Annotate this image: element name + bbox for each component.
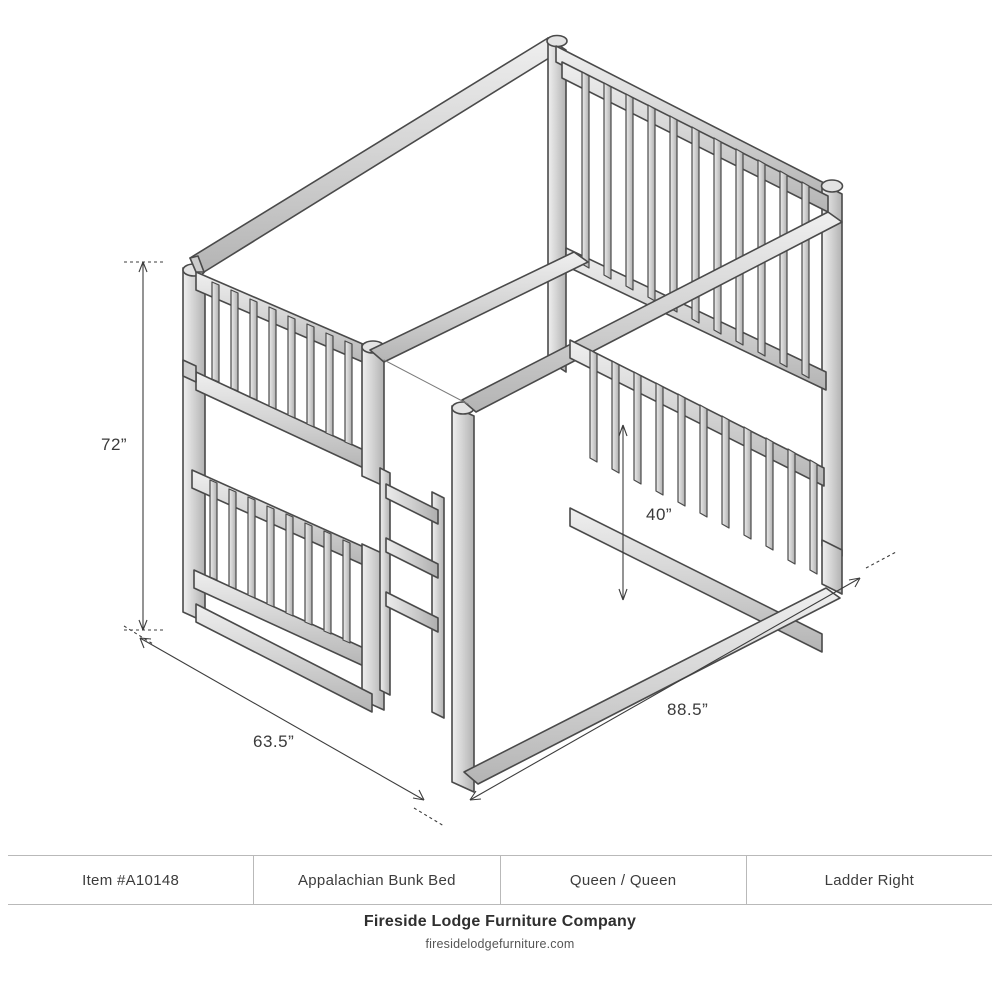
dimension-label-height: 72” [101, 435, 128, 454]
dimension-label-depth: 63.5” [253, 732, 295, 751]
dimension-label-width: 88.5” [667, 700, 709, 719]
company-name: Fireside Lodge Furniture Company [363, 913, 637, 930]
guardrail-upper-left-bottom [196, 372, 368, 470]
company-website: firesidelodgefurniture.com [425, 937, 575, 951]
post-right-lower [822, 536, 843, 594]
post-back-right [547, 36, 567, 373]
post-left-lower [183, 468, 205, 622]
dim-line-width [470, 578, 860, 800]
ladder [380, 468, 444, 718]
rail-top-back [190, 38, 562, 272]
dimension-label-clearance: 40” [646, 505, 673, 524]
spec-table [8, 855, 992, 905]
spec-cell-ladder-position: Ladder Right [824, 871, 915, 889]
rail-bottom-right [464, 588, 840, 784]
spec-cell-product-name: Appalachian Bunk Bed [254, 856, 500, 904]
spec-cell-item-number: Item #A10148 [8, 856, 254, 904]
post-center-front [452, 402, 474, 792]
guardrail-lower-left-top [192, 470, 366, 566]
ladder-rungs [386, 484, 438, 632]
post-right-far [822, 180, 843, 556]
spec-cell-size: Queen / Queen [501, 856, 747, 904]
